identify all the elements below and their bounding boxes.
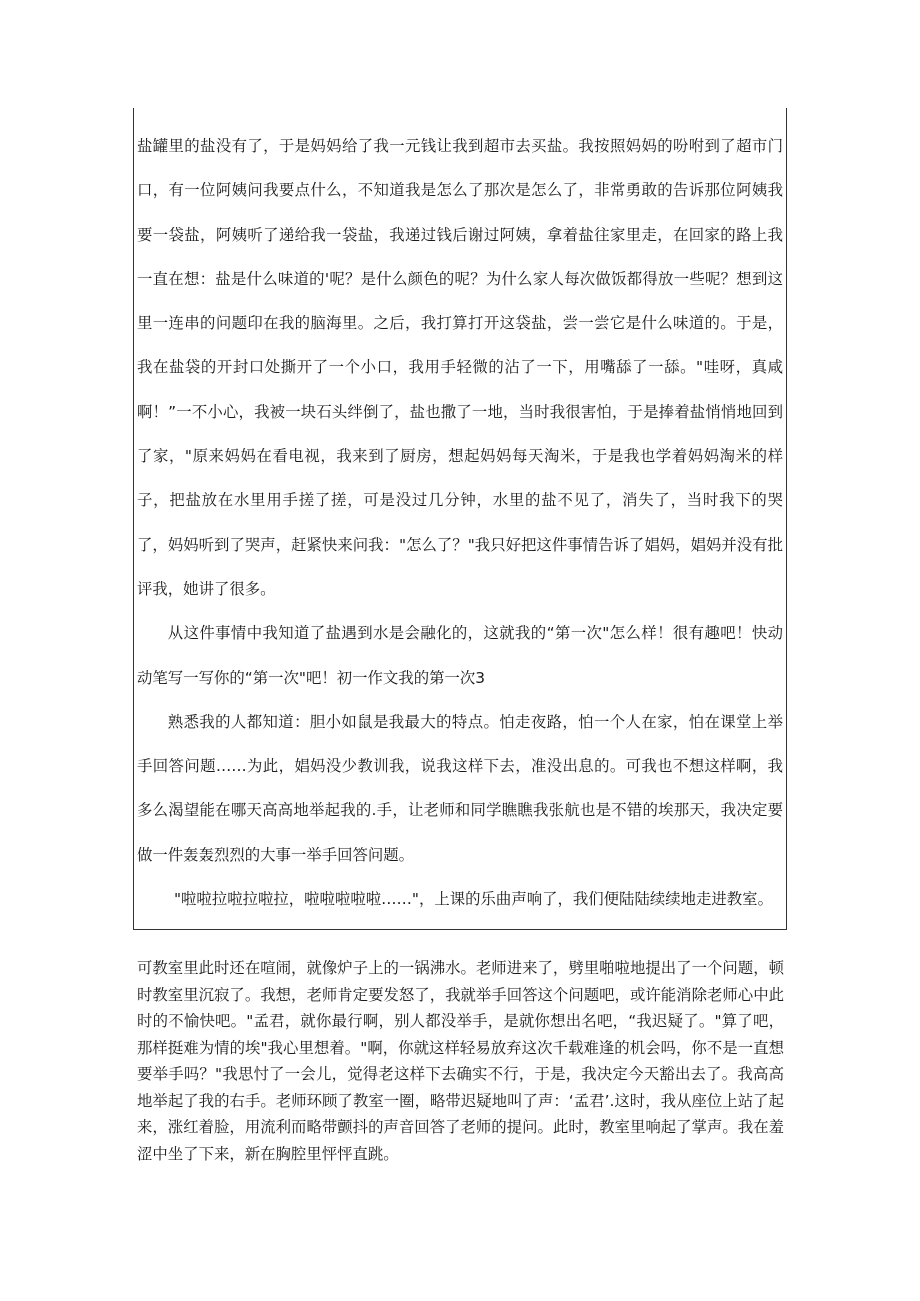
body-paragraph-1: 可教室里此时还在喧闹，就像炉子上的一锅沸水。老师进来了，劈里啪啦地提出了一个问题，顿时教室里沉寂了。我想，老师肯定要发怒了，我就举手回答这个问题吧，或许能消除老师心中此时的不愉快吧。"孟君，就你最行啊，别人都没举手，是就你想出名吧，“我迟疑了。"算了吧，那样挺难为情的埃"我心里想着。"啊，你就这样轻易放弃这次千载难逢的机会吗，你不是一直想要举手吗？"我思忖了一会儿，觉得老这样下去确实不行，于是，我决定今天豁出去了。我高高地举起了我的右手。老师环顾了教室一圈，略带迟疑地叫了声：‘孟君’.这时，我从座位上站了起来，涨红着脸，用流利而略带颤抖的声音回答了老师的提问。此时，教室里响起了掌声。我在羞涩中坐了下来，新在胸腔里怦怦直跳。 [137,959,784,1163]
boxed-paragraph-2: 从这件事情中我知道了盐遇到水是会融化的，这就我的“第一次"怎么样！很有趣吧！快动动笔写一写你的“第一次"吧！初一作文我的第一次3 [137,624,783,687]
boxed-paragraph-1: 盐罐里的盐没有了，于是妈妈给了我一元钱让我到超市去买盐。我按照妈妈的吩咐到了超市门口，有一位阿姨问我要点什么，不知道我是怎么了那次是怎么了，非常勇敢的告诉那位阿姨我要一袋盐，阿姨听了递给我一袋盐，我递过钱后谢过阿姨，拿着盐往家里走，在回家的路上我一直在想：盐是什么味道的'呢？是什么颜色的呢？为什么家人每次做饭都得放一些呢？想到这里一连串的问题印在我的脑海里。之后，我打算打开这袋盐，尝一尝它是什么味道的。于是，我在盐袋的开封口处撕开了一个小口，我用手轻微的沾了一下，用嘴舔了一舔。"哇呀，真咸啊！”一不小心，我被一块石头绊倒了，盐也撒了一地，当时我很害怕，于是捧着盐悄悄地回到了家，"原来妈妈在看电视，我来到了厨房，想起妈妈每天淘米，于是我也学着妈妈淘米的样子，把盐放在水里用手搓了搓，可是没过几分钟，水里的盐不见了，消失了，当时我下的哭了，妈妈听到了哭声，赶紧快来问我："怎么了？"我只好把这件事情告诉了娼妈，娼妈并没有批评我，她讲了很多。 [137,137,783,598]
boxed-section [137,124,783,921]
body-section [137,955,784,1167]
boxed-paragraph-4: "啦啦拉啦拉啦拉，啦啦啦啦啦……"，上课的乐曲声响了，我们便陆陆续续地走进教室。 [173,890,773,909]
boxed-paragraph-3: 熟悉我的人都知道：胆小如鼠是我最大的特点。怕走夜路，怕一个人在家，怕在课堂上举手回答问题……为此，娼妈没少教训我，说我这样下去，准没出息的。可我也不想这样啊，我多么渴望能在哪天高高地举起我的.手，让老师和同学瞧瞧我张航也是不错的埃那天，我决定要做一件轰轰烈烈的大事一举手回答问题。 [137,712,783,864]
